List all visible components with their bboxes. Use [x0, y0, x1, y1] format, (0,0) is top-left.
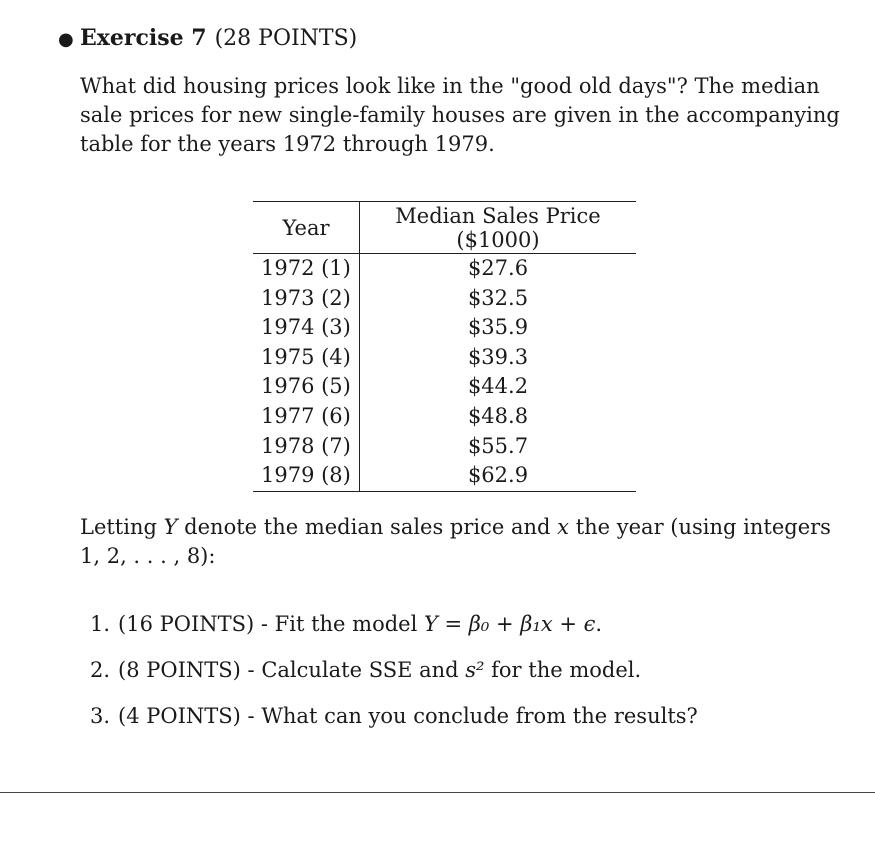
- table-row: [253, 284, 636, 314]
- question-text: (4 POINTS) - What can you conclude from the results?: [118, 704, 698, 728]
- exercise-title: Exercise 7: [80, 25, 207, 51]
- year-cell: 1975 (4): [261, 344, 351, 369]
- table-row: [253, 461, 636, 491]
- letting-text-2: denote the median sales price and: [177, 515, 558, 539]
- question-tail: for the model.: [484, 658, 642, 682]
- price-cell: $27.6: [360, 254, 637, 284]
- price-cell: $48.8: [360, 402, 637, 432]
- question-list: [90, 610, 698, 748]
- question-tail: .: [595, 612, 603, 636]
- year-cell: 1974 (3): [261, 315, 351, 340]
- year-cell: 1979 (8): [253, 461, 360, 491]
- year-cell: 1977 (6): [261, 403, 351, 428]
- year-cell: 1976 (5): [261, 374, 351, 399]
- price-cell: $62.9: [360, 461, 637, 491]
- table-row: [253, 313, 636, 343]
- header-year: Year: [253, 202, 360, 254]
- question-math: s²: [465, 658, 485, 682]
- price-cell: $35.9: [360, 313, 637, 343]
- y-variable: Y: [163, 515, 178, 539]
- letting-text-3: the year (using integers 1, 2, . . . , 8):: [80, 515, 831, 568]
- question-number: 3.: [90, 704, 111, 728]
- year-cell: 1978 (7): [261, 433, 351, 458]
- price-cell: $55.7: [360, 432, 637, 462]
- table-row: [253, 372, 636, 402]
- price-cell: $39.3: [360, 343, 637, 373]
- year-cell: 1973 (2): [261, 285, 351, 310]
- list-item: [90, 610, 698, 656]
- list-item: [90, 702, 698, 748]
- question-text: (16 POINTS) - Fit the model: [118, 612, 424, 636]
- question-text: (8 POINTS) - Calculate SSE and: [118, 658, 466, 682]
- price-cell: $44.2: [360, 372, 637, 402]
- letting-paragraph: [80, 513, 840, 571]
- footer-divider: [0, 792, 875, 793]
- x-variable: x: [557, 515, 570, 539]
- letting-text-1: Letting: [80, 515, 164, 539]
- list-item: [90, 656, 698, 702]
- question-math: Y = β₀ + β₁x + ϵ: [423, 612, 596, 636]
- exercise-header: [58, 25, 357, 51]
- table-row: [253, 254, 636, 284]
- bullet-icon: ●: [58, 29, 74, 50]
- intro-paragraph: What did housing prices look like in the "good old days"? The median sale prices for new single-family houses are given in the accompanying table for the years 1972 through 1979.: [80, 74, 840, 156]
- price-table: [253, 201, 636, 492]
- header-price: Median Sales Price ($1000): [360, 202, 637, 254]
- table-row: [253, 432, 636, 462]
- table-header-row: [253, 202, 636, 254]
- question-number: 1.: [90, 612, 111, 636]
- exercise-points: (28 POINTS): [214, 26, 358, 51]
- year-cell: 1972 (1): [261, 256, 351, 280]
- price-cell: $32.5: [360, 284, 637, 314]
- table-row: [253, 343, 636, 373]
- question-number: 2.: [90, 658, 111, 682]
- table-row: [253, 402, 636, 432]
